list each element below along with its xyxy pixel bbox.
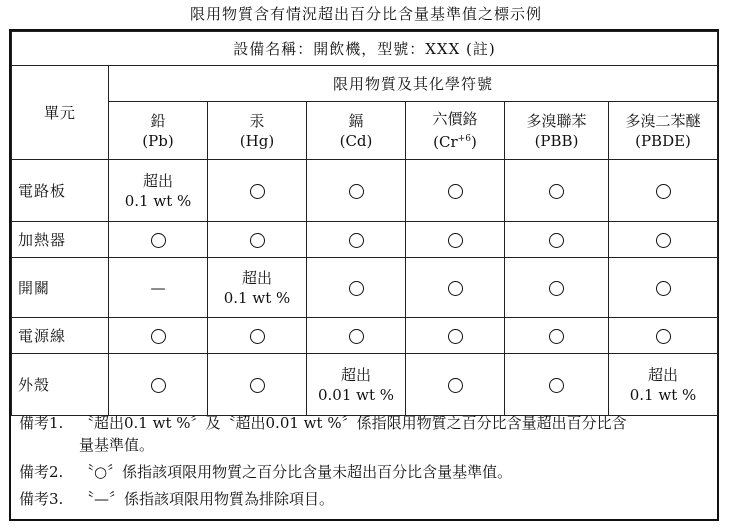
circle-mark-icon (151, 329, 166, 344)
table-cell (307, 258, 406, 318)
note-2-text: 〝○〞係指該項限用物質之百分比含量未超出百分比含量基準值。 (79, 463, 513, 481)
table-cell (609, 222, 718, 258)
circle-mark-icon (448, 378, 463, 393)
substance-name: 鎘 (348, 111, 364, 130)
exceed-value: 0.1 wt % (223, 288, 291, 307)
unit-label: 電路板 (12, 160, 109, 222)
circle-mark-icon (349, 329, 364, 344)
table-cell (208, 258, 307, 318)
table-cell (307, 222, 406, 258)
substances-group-header: 限用物質及其化學符號 (109, 66, 718, 102)
substance-header (109, 102, 208, 160)
substance-name: 鉛 (150, 111, 166, 130)
exceed-value: 0.1 wt % (629, 385, 697, 404)
circle-mark-icon (656, 329, 671, 344)
circle-mark-icon (151, 233, 166, 248)
circle-mark-icon (549, 184, 564, 199)
note-1-prefix: 備考1. (19, 414, 64, 432)
table-cell (505, 258, 609, 318)
circle-mark-icon (549, 329, 564, 344)
note-3-text: 〝—〞係指該項限用物質為排除項目。 (79, 490, 335, 508)
table-cell (406, 258, 505, 318)
substance-symbol: (PBB) (534, 131, 579, 150)
circle-mark-icon (250, 184, 265, 199)
circle-mark-icon (250, 378, 265, 393)
exceed-value: 0.1 wt % (124, 191, 192, 210)
circle-mark-icon (250, 329, 265, 344)
table-cell (505, 318, 609, 354)
table-cell (208, 318, 307, 354)
substance-name: 多溴二苯醚 (625, 111, 701, 130)
exceed-label: 超出 (142, 171, 173, 190)
table-cell (609, 258, 718, 318)
table-cell (505, 160, 609, 222)
table-cell (208, 160, 307, 222)
note-3-prefix: 備考3. (19, 490, 64, 508)
substance-header (505, 102, 609, 160)
note-2 (19, 461, 709, 483)
substance-symbol-superscript: +6 (457, 134, 471, 144)
unit-header: 單元 (12, 66, 109, 160)
circle-mark-icon (151, 378, 166, 393)
substance-symbol-end: ) (470, 133, 477, 151)
table-cell (109, 318, 208, 354)
note-1-text: 〝超出0.1 wt %〞及〝超出0.01 wt %〞係指限用物質之百分比含量超出百分比含 (79, 414, 627, 432)
exceed-label: 超出 (241, 268, 272, 287)
circle-mark-icon (448, 281, 463, 296)
unit-label: 加熱器 (12, 222, 109, 258)
substance-symbol (406, 129, 504, 152)
circle-mark-icon (349, 281, 364, 296)
table-cell (406, 160, 505, 222)
device-row: 設備名稱：開飲機，型號：XXX (註) (12, 32, 718, 66)
circle-mark-icon (448, 233, 463, 248)
exceed-label: 超出 (648, 365, 679, 384)
substance-name: 汞 (249, 111, 265, 130)
table-cell (609, 160, 718, 222)
page-title: 限用物質含有情況超出百分比含量基準值之標示例 (189, 5, 542, 23)
circle-mark-icon (549, 281, 564, 296)
table-cell (307, 160, 406, 222)
circle-mark-icon (448, 184, 463, 199)
table-row (12, 258, 718, 318)
exceed-label: 超出 (340, 365, 371, 384)
table-cell (208, 222, 307, 258)
circle-mark-icon (656, 184, 671, 199)
substance-symbol: (Cd) (339, 131, 373, 150)
table-cell (406, 222, 505, 258)
table-cell (406, 318, 505, 354)
unit-label: 開關 (12, 258, 109, 318)
note-1-continuation: 量基準值。 (79, 436, 155, 454)
table-cell (109, 258, 208, 318)
dash-mark: — (150, 278, 166, 297)
unit-label: 外殼 (12, 354, 109, 416)
table-cell (109, 222, 208, 258)
table-cell (505, 222, 609, 258)
substance-header (609, 102, 718, 160)
circle-mark-icon (250, 233, 265, 248)
substance-symbol: (Pb) (142, 131, 174, 150)
circle-mark-icon (656, 281, 671, 296)
note-2-prefix: 備考2. (19, 463, 64, 481)
circle-mark-icon (349, 233, 364, 248)
substance-symbol: (PBDE) (635, 131, 691, 150)
data-rows (12, 160, 718, 416)
note-3 (19, 488, 709, 510)
table-row (12, 318, 718, 354)
exceed-value: 0.01 wt % (317, 385, 395, 404)
circle-mark-icon (656, 233, 671, 248)
substance-symbol: (Hg) (239, 131, 275, 150)
table-cell (307, 318, 406, 354)
substance-header-row (12, 102, 718, 160)
note-1 (19, 412, 709, 434)
substance-symbol-main: (Cr (433, 133, 458, 151)
table-cell (609, 318, 718, 354)
circle-mark-icon (549, 378, 564, 393)
circle-mark-icon (549, 233, 564, 248)
rohs-table (11, 31, 718, 416)
substance-name: 六價鉻 (432, 110, 478, 128)
substance-header (208, 102, 307, 160)
unit-label: 電源線 (12, 318, 109, 354)
substance-header (307, 102, 406, 160)
table-row (12, 222, 718, 258)
table-cell (109, 160, 208, 222)
circle-mark-icon (448, 329, 463, 344)
table-row (12, 160, 718, 222)
notes-section (11, 406, 717, 519)
substance-name: 多溴聯苯 (526, 111, 587, 130)
circle-mark-icon (349, 184, 364, 199)
substance-header (406, 102, 505, 160)
